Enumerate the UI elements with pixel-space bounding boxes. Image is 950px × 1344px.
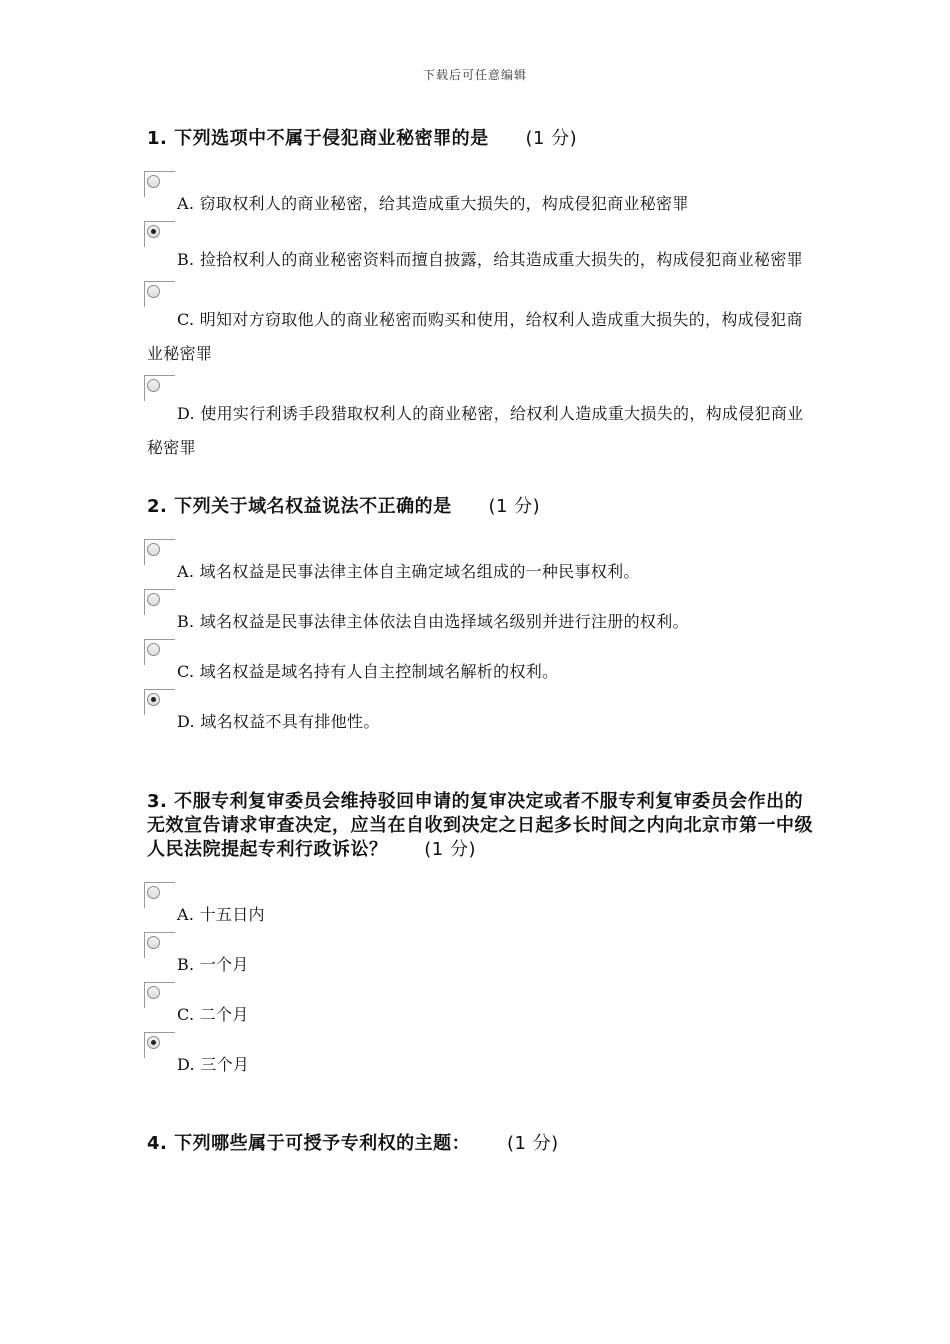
question-score: (1 分) xyxy=(424,839,476,860)
question-number: 3. xyxy=(147,791,168,812)
option-c[interactable] xyxy=(147,982,817,1028)
question-number: 1. xyxy=(147,128,168,149)
option-d[interactable] xyxy=(147,1032,817,1078)
radio-box xyxy=(144,375,175,401)
radio-button[interactable] xyxy=(147,285,160,298)
question-2 xyxy=(147,495,817,739)
question-title xyxy=(147,495,817,519)
radio-button[interactable] xyxy=(147,175,160,188)
radio-box xyxy=(144,639,175,665)
option-text: D. 三个月 xyxy=(177,1055,250,1074)
radio-box xyxy=(144,982,175,1008)
option-b[interactable] xyxy=(147,221,817,277)
question-4 xyxy=(147,1132,817,1156)
option-a[interactable] xyxy=(147,171,817,217)
question-text: 下列哪些属于可授予专利权的主题： xyxy=(174,1133,471,1154)
radio-box xyxy=(144,539,175,565)
question-score: (1 分) xyxy=(488,496,541,517)
option-text: C. 域名权益是域名持有人自主控制域名解析的权利。 xyxy=(177,662,559,681)
option-text: A. 域名权益是民事法律主体自主确定域名组成的一种民事权利。 xyxy=(177,562,640,581)
radio-box xyxy=(144,1032,175,1058)
option-b[interactable] xyxy=(147,932,817,978)
option-text: A. 十五日内 xyxy=(177,905,265,924)
question-text: 不服专利复审委员会维持驳回申请的复审决定或者不服专利复审委员会作出的无效宣告请求审查决定，应当在自收到决定之日起多长时间之内向北京市第一中级人民法院提起专利行政诉讼？ xyxy=(147,791,813,860)
radio-button[interactable] xyxy=(147,986,160,999)
radio-button[interactable] xyxy=(147,886,160,899)
option-text: B. 一个月 xyxy=(177,955,249,974)
option-c[interactable] xyxy=(147,281,817,371)
radio-box xyxy=(144,932,175,958)
radio-button[interactable] xyxy=(147,225,160,238)
question-title xyxy=(147,127,817,151)
option-a[interactable] xyxy=(147,882,817,928)
option-text: D. 域名权益不具有排他性。 xyxy=(177,712,380,731)
page-header: 下载后可任意编辑 xyxy=(422,68,527,82)
radio-box xyxy=(144,589,175,615)
option-text: B. 域名权益是民事法律主体依法自由选择域名级别并进行注册的权利。 xyxy=(177,612,689,631)
question-number: 4. xyxy=(147,1133,168,1154)
radio-button[interactable] xyxy=(147,593,160,606)
option-c[interactable] xyxy=(147,639,817,685)
radio-box xyxy=(144,221,175,247)
question-score: (1 分) xyxy=(525,128,578,149)
question-score: (1 分) xyxy=(506,1133,559,1154)
radio-button[interactable] xyxy=(147,543,160,556)
option-b[interactable] xyxy=(147,589,817,635)
radio-box xyxy=(144,882,175,908)
option-d[interactable] xyxy=(147,375,817,465)
option-text: A. 窃取权利人的商业秘密，给其造成重大损失的，构成侵犯商业秘密罪 xyxy=(177,194,689,213)
question-1 xyxy=(147,127,817,469)
option-text: C. 明知对方窃取他人的商业秘密而购买和使用，给权利人造成重大损失的，构成侵犯商业秘密罪 xyxy=(147,310,803,363)
question-text: 下列选项中不属于侵犯商业秘密罪的是 xyxy=(174,128,489,149)
radio-button[interactable] xyxy=(147,693,160,706)
radio-button[interactable] xyxy=(147,643,160,656)
question-title xyxy=(147,1132,817,1156)
question-3 xyxy=(147,790,817,1082)
question-number: 2. xyxy=(147,496,168,517)
option-text: B. 捡拾权利人的商业秘密资料而擅自披露，给其造成重大损失的，构成侵犯商业秘密罪 xyxy=(177,250,803,269)
radio-button[interactable] xyxy=(147,379,160,392)
radio-button[interactable] xyxy=(147,936,160,949)
option-d[interactable] xyxy=(147,689,817,735)
option-text: C. 二个月 xyxy=(177,1005,249,1024)
question-title xyxy=(147,790,817,862)
radio-box xyxy=(144,281,175,307)
radio-box xyxy=(144,171,175,197)
radio-button[interactable] xyxy=(147,1036,160,1049)
option-a[interactable] xyxy=(147,539,817,585)
option-text: D. 使用实行利诱手段猎取权利人的商业秘密，给权利人造成重大损失的，构成侵犯商业秘密罪 xyxy=(147,404,804,457)
question-text: 下列关于域名权益说法不正确的是 xyxy=(174,496,452,517)
radio-box xyxy=(144,689,175,715)
